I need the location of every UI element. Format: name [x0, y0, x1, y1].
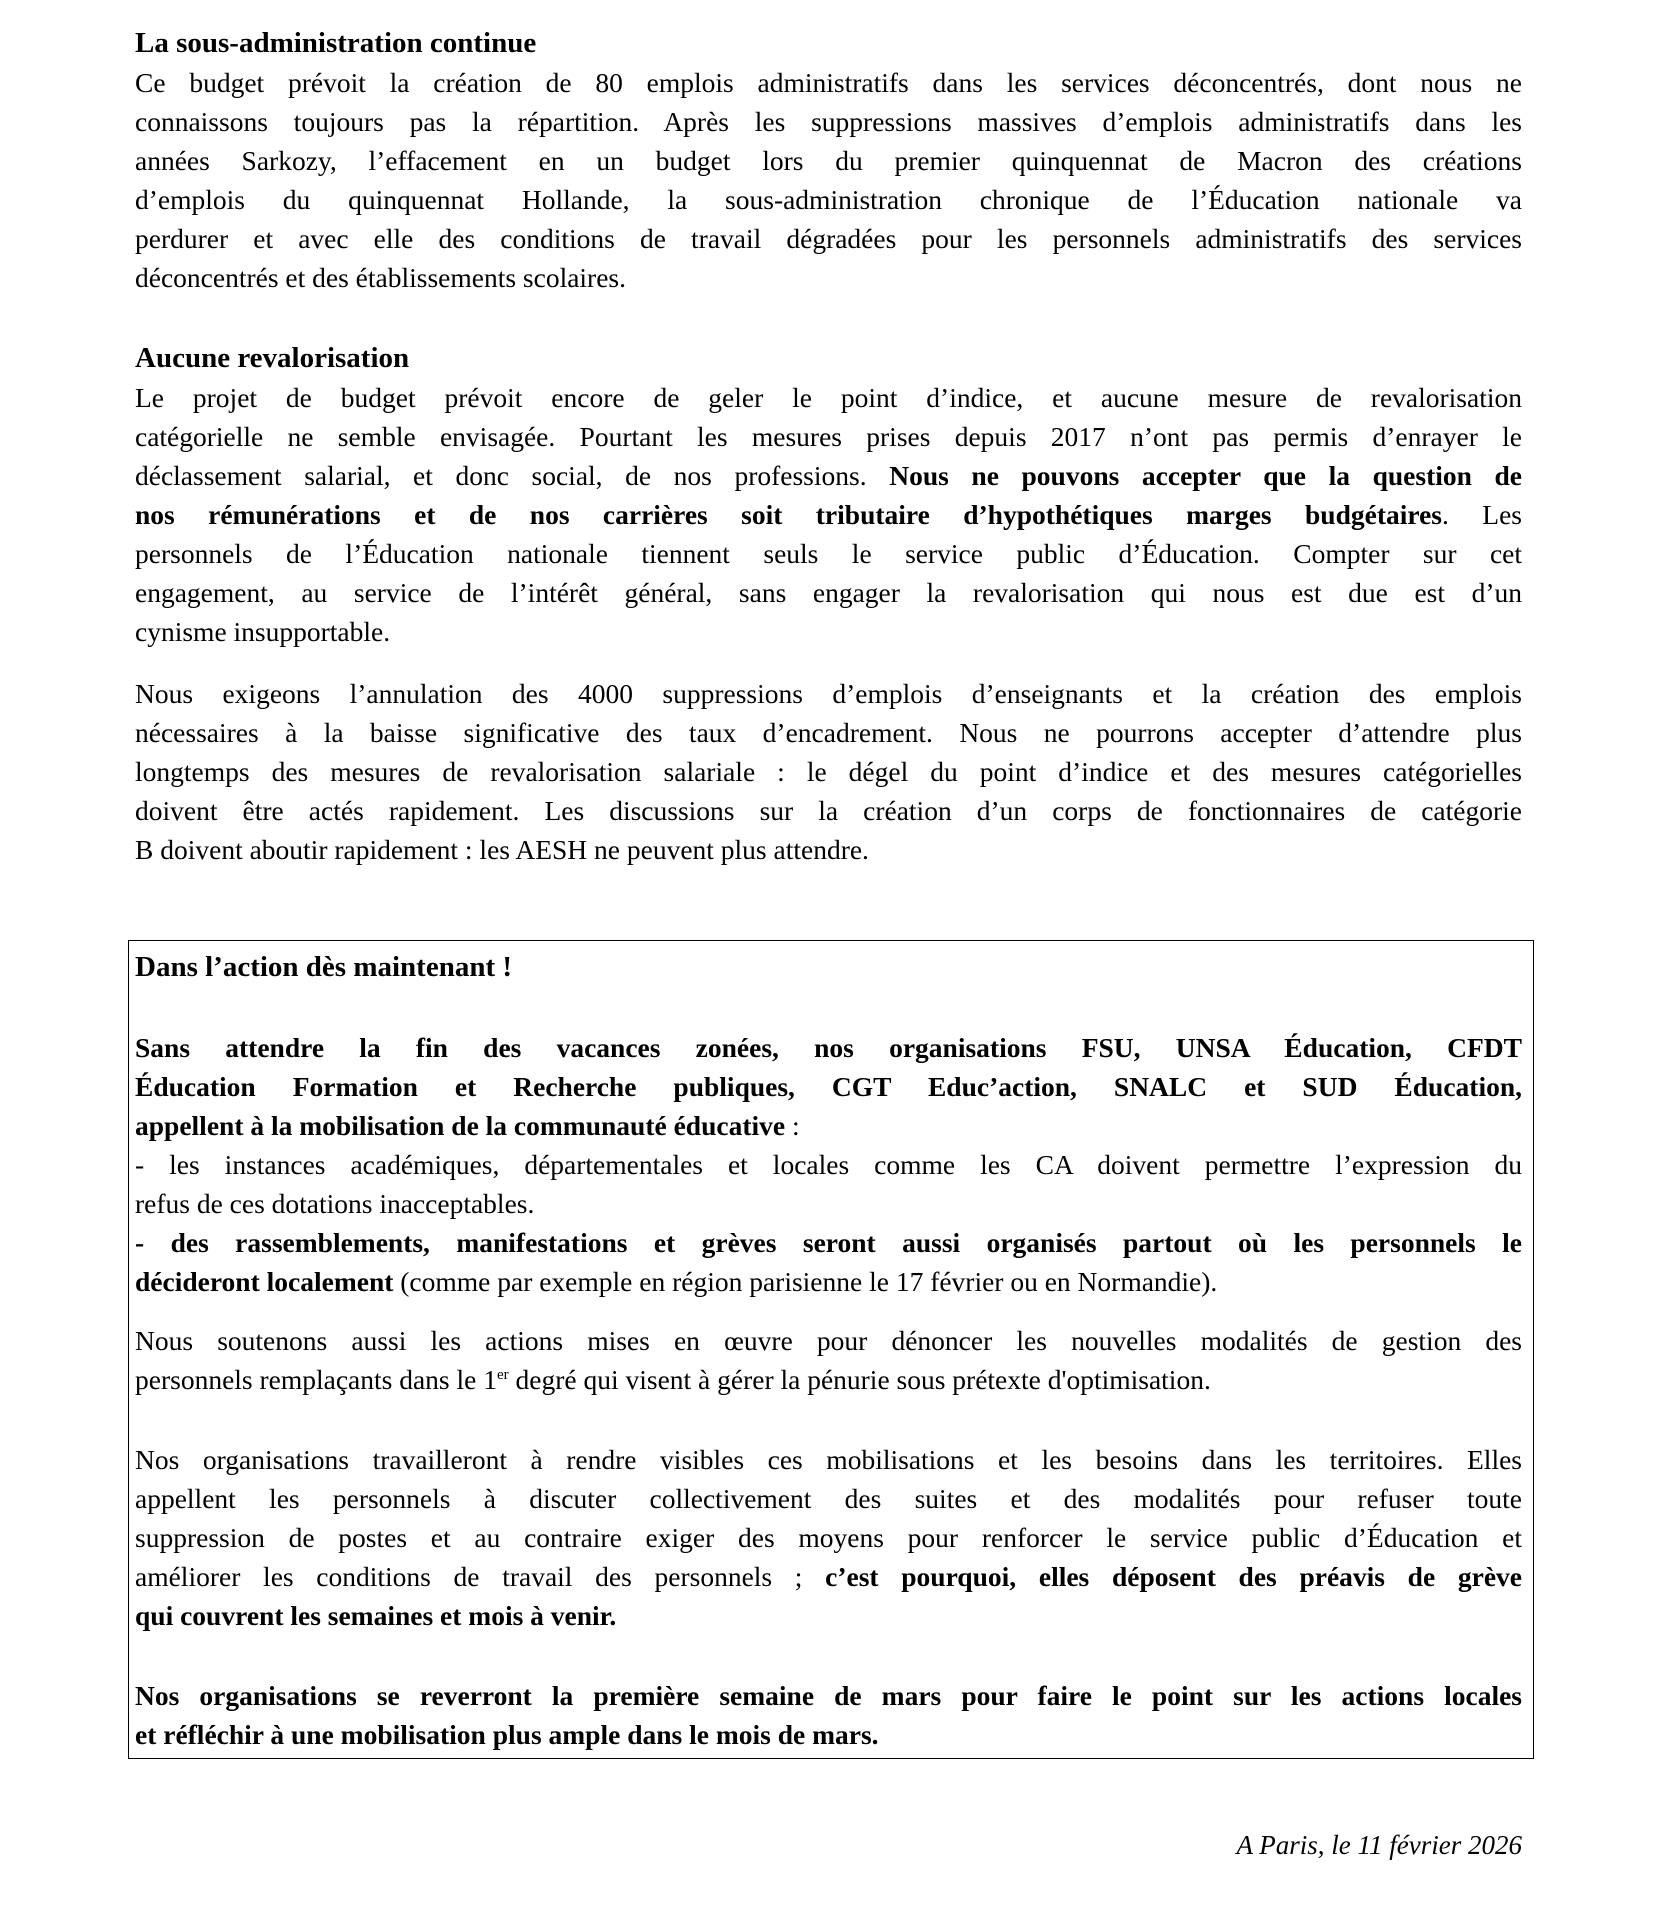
paragraph-line: années Sarkozy, l’effacement en un budget lors du premier quinquennat de Macron des créations [135, 145, 1522, 176]
box-line: Sans attendre la fin des vacances zonées, nos organisations FSU, UNSA Éducation, CFDT [135, 1032, 1522, 1063]
paragraph-line: Nous exigeons l’annulation des 4000 suppressions d’emplois d’enseignants et la création des emplois [135, 678, 1522, 709]
bullet-line: - des rassemblements, manifestations et grèves seront aussi organisés partout où les personnels le [135, 1227, 1522, 1258]
superscript: er [496, 1367, 509, 1383]
paragraph-line: Ce budget prévoit la création de 80 emplois administratifs dans les services déconcentrés, dont nous ne [135, 67, 1522, 98]
text-normal: degré qui visent à gérer la pénurie sous prétexte d'optimisation. [508, 1364, 1211, 1395]
box-line: suppression de postes et au contraire exiger des moyens pour renforcer le service public d’Éducation et [135, 1522, 1522, 1553]
section-heading-revalorisation: Aucune revalorisation [135, 342, 410, 374]
text-normal: personnels remplaçants dans le 1 [135, 1364, 497, 1395]
bullet-line: - les instances académiques, départementales et locales comme les CA doivent permettre l’expression du [135, 1149, 1522, 1180]
paragraph-line: d’emplois du quinquennat Hollande, la sous-administration chronique de l’Éducation nationale va [135, 184, 1522, 215]
box-line: appellent les personnels à discuter collectivement des suites et des modalités pour refuser toute [135, 1483, 1522, 1514]
section-heading-sous-administration: La sous-administration continue [135, 27, 537, 59]
text-normal: : [785, 1110, 800, 1141]
box-line: Nous soutenons aussi les actions mises en œuvre pour dénoncer les nouvelles modalités de gestion des [135, 1325, 1522, 1356]
text-normal: améliorer les conditions de travail des personnels ; [135, 1561, 826, 1592]
paragraph-line: Le projet de budget prévoit encore de geler le point d’indice, et aucune mesure de revalorisation [135, 382, 1522, 413]
bullet-line [135, 1262, 1522, 1301]
text-emphasis: appellent à la mobilisation de la communauté éducative [135, 1110, 786, 1141]
paragraph-line: doivent être actés rapidement. Les discussions sur la création d’un corps de fonctionnaires de catégorie [135, 795, 1522, 826]
paragraph-line: catégorielle ne semble envisagée. Pourtant les mesures prises depuis 2017 n’ont pas permis d’enrayer le [135, 421, 1522, 452]
box-line [135, 1360, 1522, 1399]
box-line: Nos organisations se reverront la première semaine de mars pour faire le point sur les actions locales [135, 1680, 1522, 1711]
box-line: qui couvrent les semaines et mois à venir. [135, 1600, 617, 1631]
text-emphasis: décideront localement [135, 1266, 394, 1297]
bullet-line: refus de ces dotations inacceptables. [135, 1188, 535, 1219]
paragraph-line [135, 456, 1522, 495]
paragraph-line: connaissons toujours pas la répartition. Après les suppressions massives d’emplois administratifs dans les [135, 106, 1522, 137]
paragraph-line: B doivent aboutir rapidement : les AESH ne peuvent plus attendre. [135, 834, 869, 865]
text-normal: déclassement salarial, et donc social, de nos professions. [135, 460, 890, 491]
box-line [135, 1106, 1522, 1145]
box-line [135, 1557, 1522, 1596]
paragraph-line: perdurer et avec elle des conditions de travail dégradées pour les personnels administratifs des services [135, 223, 1522, 254]
box-line: Éducation Formation et Recherche publiques, CGT Educ’action, SNALC et SUD Éducation, [135, 1071, 1522, 1102]
text-normal: . Les [1442, 499, 1522, 530]
box-line: et réfléchir à une mobilisation plus ample dans le mois de mars. [135, 1719, 879, 1750]
paragraph-line: engagement, au service de l’intérêt général, sans engager la revalorisation qui nous est due est d’un [135, 577, 1522, 608]
date-signature: A Paris, le 11 février 2026 [1236, 1830, 1522, 1860]
paragraph-line: déconcentrés et des établissements scolaires. [135, 262, 626, 293]
box-heading: Dans l’action dès maintenant ! [135, 951, 513, 983]
box-line: Nos organisations travailleront à rendre visibles ces mobilisations et les besoins dans les territoires. Elles [135, 1444, 1522, 1475]
paragraph-line: longtemps des mesures de revalorisation salariale : le dégel du point d’indice et des mesures catégorielles [135, 756, 1522, 787]
paragraph-line [135, 495, 1522, 534]
paragraph-line: nécessaires à la baisse significative des taux d’encadrement. Nous ne pourrons accepter d’attendre plus [135, 717, 1522, 748]
text-emphasis: nos rémunérations et de nos carrières soit tributaire d’hypothétiques marges budgétaires [135, 499, 1443, 530]
text-emphasis: Nous ne pouvons accepter que la question de [889, 460, 1522, 491]
text-normal: (comme par exemple en région parisienne le 17 février ou en Normandie). [393, 1266, 1218, 1297]
paragraph-line: personnels de l’Éducation nationale tiennent seuls le service public d’Éducation. Compter sur cet [135, 538, 1522, 569]
text-emphasis: c’est pourquoi, elles déposent des préavis de grève [825, 1561, 1522, 1592]
paragraph-line: cynisme insupportable. [135, 616, 391, 647]
